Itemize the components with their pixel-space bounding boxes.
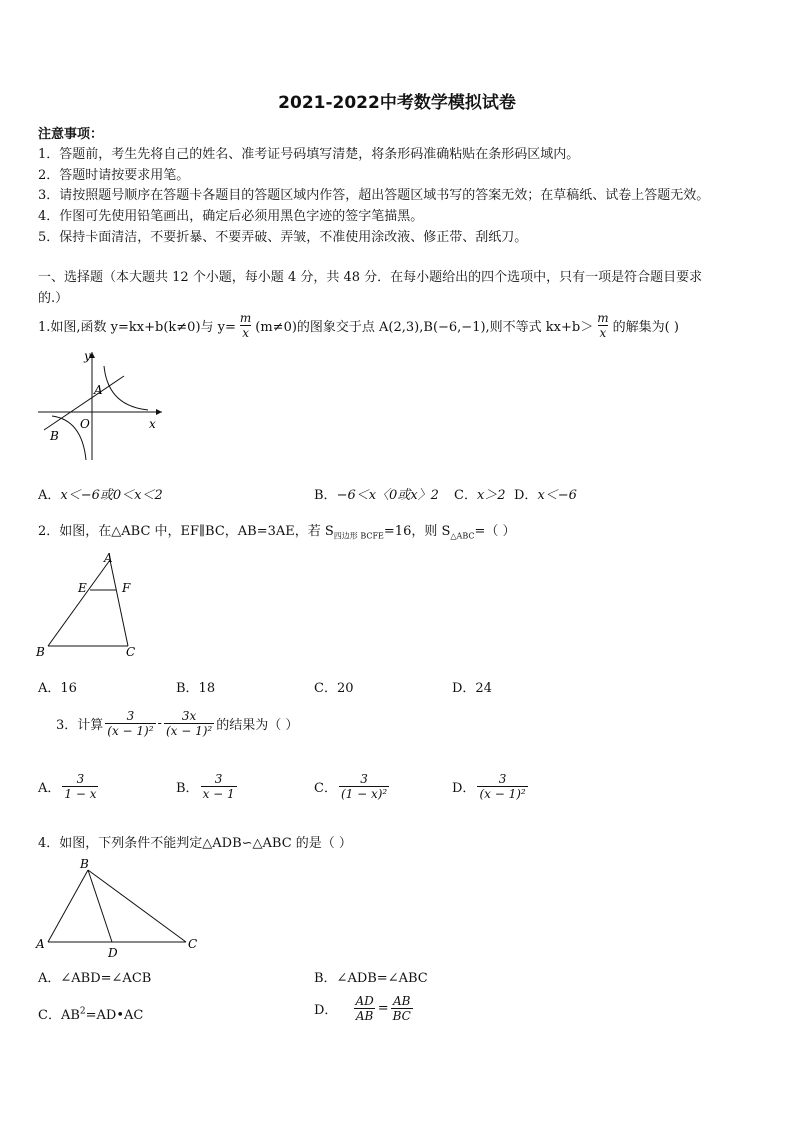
- q1-option-a-text: x＜−6或0＜x＜2: [60, 488, 163, 503]
- q1-text-3: 的解集为( ): [612, 320, 679, 335]
- q1-label-x: x: [149, 417, 156, 431]
- q1-function-graph: [36, 348, 166, 466]
- q4-option-c-post: =AD•AC: [85, 1008, 144, 1023]
- notice-item-4: 4．作图可先使用铅笔画出，确定后必须用黑色字迹的签字笔描黑。: [38, 209, 424, 224]
- q1-option-c[interactable]: [454, 484, 506, 503]
- notice-heading: 注意事项：: [38, 127, 104, 142]
- q4-option-c-sup: 2: [79, 1006, 86, 1017]
- notice-item-3: 3．请按照题号顺序在答题卡各题目的答题区域内作答，超出答题区域书写的答案无效；在草稿纸、试卷上答题无效。: [38, 188, 710, 203]
- q2-option-c[interactable]: C．20: [314, 681, 354, 696]
- q3-option-d-frac: [477, 772, 527, 801]
- q2-option-a[interactable]: A．16: [38, 681, 77, 696]
- notice-item-1: 1．答题前，考生先将自己的姓名、准考证号码填写清楚，将条形码准确粘贴在条形码区域内。: [38, 147, 580, 162]
- q1-option-b-text: −6＜x〈0或x〉2: [336, 488, 439, 503]
- q1-frac2-den: x: [599, 326, 607, 340]
- q3-frac1-num: 3: [126, 709, 135, 723]
- q1-hyperbola-right: [104, 366, 148, 410]
- q1-fraction-1: [238, 311, 253, 340]
- q2-label-e: E: [78, 581, 87, 595]
- q3-fraction-2: [164, 709, 214, 738]
- q4-option-d[interactable]: [314, 994, 415, 1023]
- q3-option-b-label: B．: [176, 781, 199, 796]
- q3-option-b-den: x − 1: [202, 787, 235, 801]
- page-title: 2021-2022中考数学模拟试卷: [278, 93, 516, 113]
- q2-subscript-1: 四边形 BCFE: [333, 531, 384, 541]
- q3-option-d-label: D．: [452, 781, 476, 796]
- q2-subscript-2: △ABC: [450, 531, 475, 541]
- q2-side-ab: [48, 560, 110, 646]
- q3-option-a-label: A．: [38, 781, 61, 796]
- q4-option-a[interactable]: A．∠ABD=∠ACB: [38, 971, 152, 986]
- q3-option-d-num: 3: [498, 772, 507, 786]
- q3-fraction-1: [105, 709, 155, 738]
- q2-text-a: 2．如图，在△ABC 中，EF∥BC，AB=3AE，若 S: [38, 524, 334, 539]
- q4-option-c[interactable]: [38, 1004, 143, 1023]
- notice-item-2: 2．答题时请按要求用笔。: [38, 168, 190, 183]
- q3-option-c-label: C．: [314, 781, 337, 796]
- q3-option-b-num: 3: [214, 772, 223, 786]
- q4-segment-bd: [88, 870, 112, 942]
- section-header-line2: 的.）: [38, 291, 69, 306]
- q4-option-d-num1: AD: [355, 994, 374, 1008]
- q2-label-f: F: [122, 581, 131, 595]
- q4-label-b: B: [80, 857, 89, 871]
- q1-option-c-label: C．: [454, 488, 477, 503]
- section-header-line1: 一、选择题（本大题共 12 个小题，每小题 4 分，共 48 分．在每小题给出的四个选项中，只有一项是符合题目要求: [38, 270, 703, 285]
- q3-option-a-den: 1 − x: [64, 787, 97, 801]
- q3-option-b-frac: [201, 772, 237, 801]
- q1-option-c-text: x＞2: [476, 488, 506, 503]
- q1-frac1-den: x: [242, 326, 249, 340]
- q3-minus: -: [157, 716, 162, 731]
- q1-label-b: B: [50, 429, 59, 443]
- q1-text-2: (m≠0)的图象交于点 A(2,3),B(−6,−1),则不等式 kx+b＞: [255, 320, 594, 335]
- q4-option-b[interactable]: B．∠ADB=∠ABC: [314, 971, 428, 986]
- q2-text-c: =（ ）: [474, 524, 516, 539]
- q1-option-b-label: B．: [314, 488, 337, 503]
- q1-option-d[interactable]: [514, 484, 577, 503]
- question-4-stem: 4．如图，下列条件不能判定△ADB∽△ABC 的是（ ）: [38, 836, 352, 851]
- question-3-stem: [56, 709, 298, 738]
- q1-option-a-label: A．: [38, 488, 61, 503]
- question-2-stem: [38, 520, 516, 542]
- q3-option-a[interactable]: [38, 772, 100, 801]
- q4-label-a: A: [36, 937, 45, 951]
- q2-label-a: A: [104, 552, 113, 565]
- q1-x-arrow: [156, 409, 162, 415]
- q2-side-ac: [110, 560, 128, 646]
- q3-frac1-den: (x − 1)²: [107, 724, 154, 738]
- q4-option-d-label: D．: [314, 1003, 338, 1018]
- q4-triangle-figure: [34, 854, 204, 962]
- q3-option-c-num: 3: [360, 772, 368, 786]
- q1-label-a: A: [94, 383, 103, 397]
- q4-option-d-den1: AB: [355, 1009, 374, 1023]
- q3-option-b[interactable]: [176, 772, 239, 801]
- q3-option-a-num: 3: [76, 772, 85, 786]
- q3-option-c-frac: [339, 772, 389, 801]
- q1-option-d-text: x＜−6: [537, 488, 577, 503]
- question-1-stem: [38, 311, 679, 340]
- q4-option-d-frac2: [391, 994, 413, 1023]
- q3-option-c[interactable]: [314, 772, 391, 801]
- q1-label-o: O: [80, 417, 90, 431]
- q1-option-b[interactable]: [314, 484, 439, 503]
- q4-option-d-den2: BC: [392, 1009, 411, 1023]
- q1-frac1-num: m: [239, 311, 252, 325]
- q3-option-c-den: (1 − x)²: [340, 787, 388, 801]
- q2-option-d[interactable]: D．24: [452, 681, 492, 696]
- q1-label-y: y: [84, 349, 91, 363]
- notice-item-5: 5．保持卡面清洁，不要折暴、不要弄破、弄皱，不准使用涂改液、修正带、刮纸刀。: [38, 230, 528, 245]
- q4-side-bc: [88, 870, 186, 942]
- q1-option-a[interactable]: [38, 484, 163, 503]
- q4-option-c-pre: C．AB: [38, 1008, 80, 1023]
- q4-option-d-eq: =: [377, 1001, 389, 1016]
- q3-lead: 3．计算: [56, 718, 104, 733]
- q2-triangle-figure: [34, 552, 144, 660]
- q1-fraction-2: [595, 311, 610, 340]
- q2-option-b[interactable]: B．18: [176, 681, 216, 696]
- q3-frac2-den: (x − 1)²: [165, 724, 213, 738]
- q3-option-d-den: (x − 1)²: [479, 787, 526, 801]
- q4-option-d-num2: AB: [393, 994, 411, 1008]
- q3-frac2-num: 3x: [181, 709, 197, 723]
- q2-label-c: C: [126, 645, 136, 659]
- q1-text-1: 1.如图,函数 y=kx+b(k≠0)与 y=: [38, 320, 236, 335]
- q3-option-a-frac: [62, 772, 98, 801]
- q2-text-b: =16，则 S: [383, 524, 451, 539]
- q1-option-d-label: D．: [514, 488, 538, 503]
- q2-label-b: B: [36, 645, 45, 659]
- q1-frac2-num: m: [597, 311, 609, 325]
- q4-label-d: D: [108, 946, 118, 960]
- q4-side-ab: [48, 870, 88, 942]
- q4-label-c: C: [188, 937, 198, 951]
- q3-tail: 的结果为（ ）: [216, 718, 299, 733]
- q3-option-d[interactable]: [452, 772, 530, 801]
- q4-option-d-frac1: [353, 994, 375, 1023]
